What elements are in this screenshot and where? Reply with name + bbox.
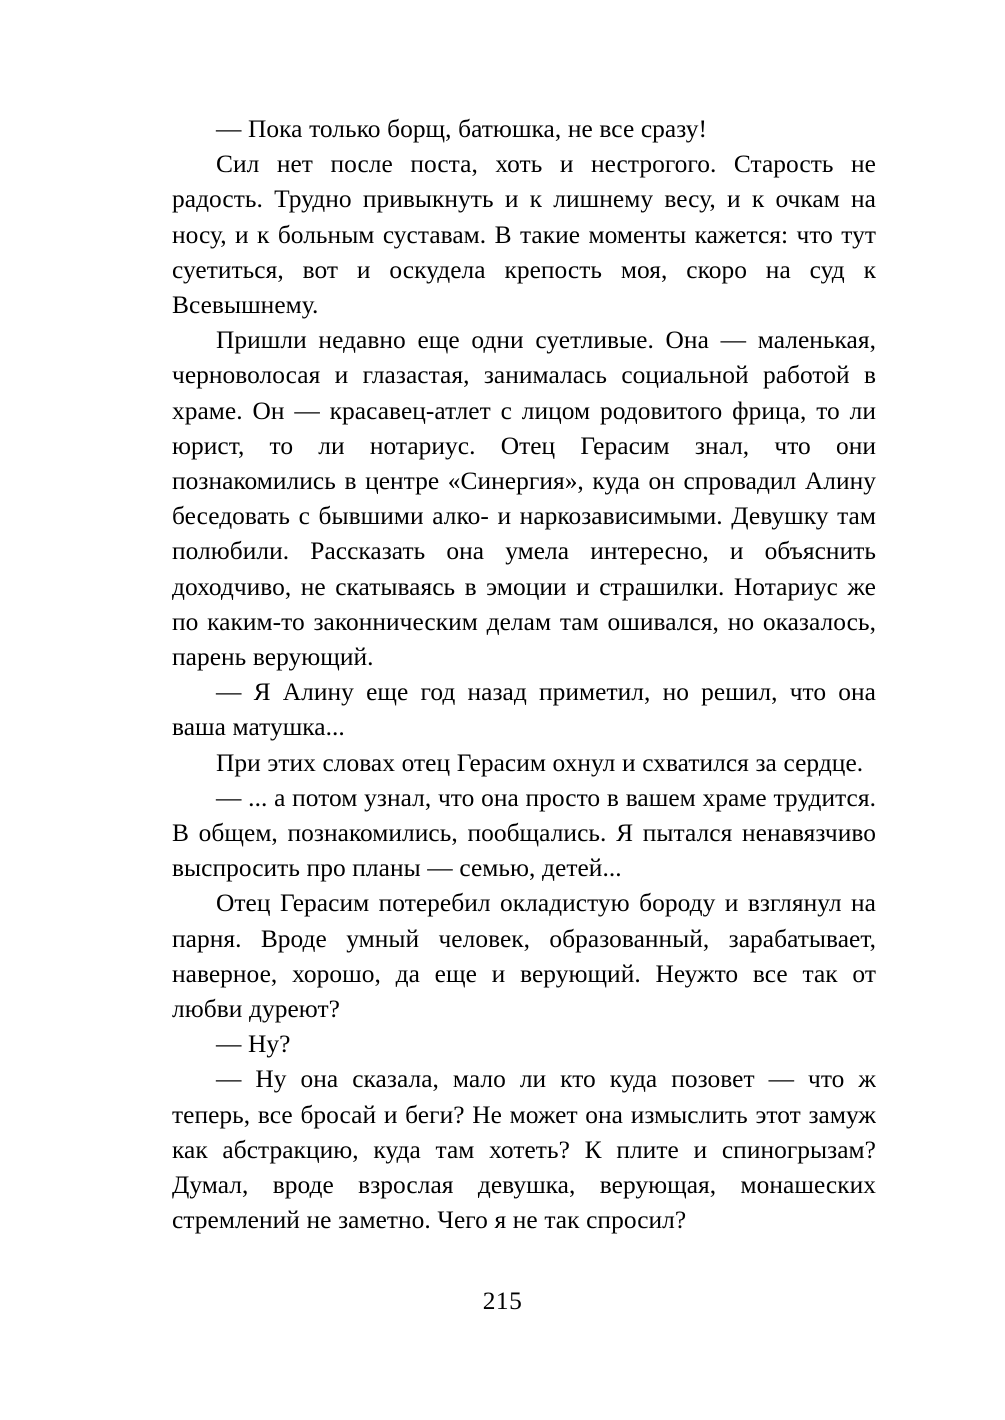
paragraph: Сил нет после поста, хоть и нестрогого. Старость не радость. Трудно привыкнуть и к лишнему весу, и к очкам на носу, и к больным суставам. В такие моменты кажется: что тут суетиться, вот и оскудела крепость моя, скоро на суд к Всевышнему.	[172, 150, 876, 320]
paragraph: Отец Герасим потеребил окладистую бороду и взглянул на парня. Вроде умный человек, образованный, зарабатывает, наверное, хорошо, да еще и верующий. Неужто все так от любви дуреют?	[172, 889, 876, 1024]
paragraph: — Пока только борщ, батюшка, не все сразу!	[216, 115, 708, 143]
paragraph: — Ну?	[216, 1030, 291, 1059]
paragraph: Пришли недавно еще одни суетливые. Она — маленькая, черноволосая и глазастая, занималась социальной работой в храме. Он — красавец-атлет с лицом родовитого фрица, то ли юрист, то ли нотариус. Отец Герасим знал, что они познакомились в центре «Синергия», куда он спровадил Алину беседовать с бывшими алко- и наркозависимыми. Девушку там полюбили. Рассказать она умела интересно, и объяснить доходчиво, не скатываясь в эмоции и страшилки. Нотариус же по каким-то законническим делам там ошивался, но оказалось, парень верующий.	[172, 326, 876, 672]
paragraph: — Ну она сказала, мало ли кто куда позовет — что ж теперь, все бросай и беги? Не может она измыслить этот замуж как абстракцию, куда там хотеть? К плите и спиногрызам? Думал, вроде взрослая девушка, верующая, монашеских стремлений не заметно. Чего я не так спросил?	[172, 1065, 876, 1235]
paragraph: — Я Алину еще год назад приметил, но решил, что она ваша матушка...	[172, 678, 876, 742]
page-text-block	[172, 112, 876, 1239]
paragraph: — ... а потом узнал, что она просто в вашем храме трудится. В общем, познакомились, пообщались. Я пытался ненавязчиво выспросить про планы — семью, детей...	[172, 783, 876, 883]
paragraph: При этих словах отец Герасим охнул и схватился за сердце.	[216, 748, 864, 777]
page-number: 215	[482, 1287, 523, 1315]
